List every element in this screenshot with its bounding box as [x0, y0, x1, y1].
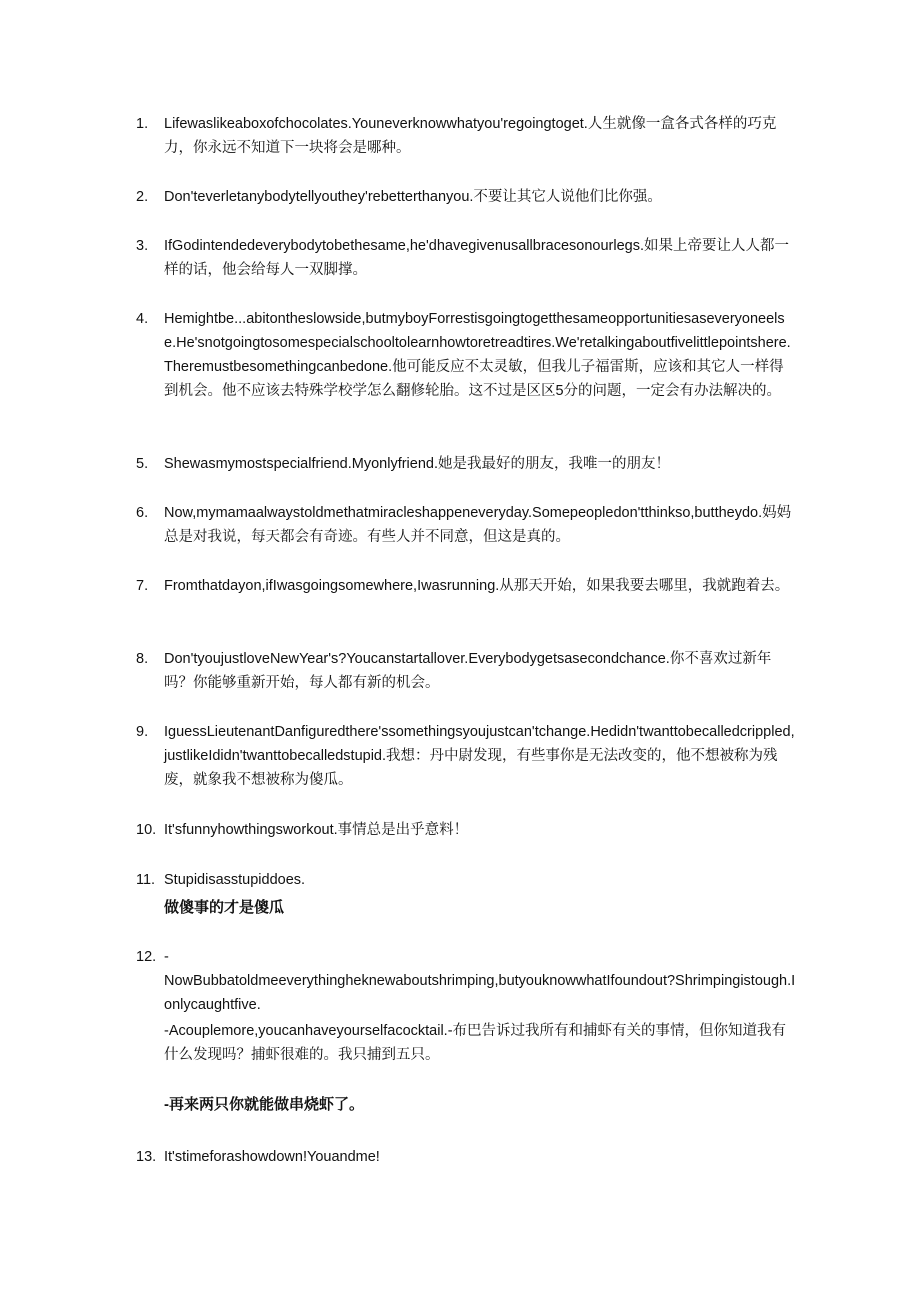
item-number: 5.	[136, 456, 149, 472]
list-item	[136, 818, 796, 842]
item-text: Hemightbe...abitontheslowside,butmyboyForrestisgoingtogetthesameopportunitiesaseveryoneelse.He'snotgoingtosomespecialschooltolearnhowtoretreadtires.We'retalkingaboutfivelittlepointshere.Theremustbesomethingcanbedone.他可能反应不太灵敏，但我儿子福雷斯，应该和其它人一样得到机会。他不应该去特殊学校学怎么翻修轮胎。这不过是区区5分的问题，一定会有办法解决的。	[164, 311, 791, 399]
item-text: Now,mymamaalwaystoldmethatmiracleshappeneveryday.Somepeopledon'tthinkso,buttheydo.妈妈总是对我说，每天都会有奇迹。有些人并不同意，但这是真的。	[164, 505, 792, 545]
item-text: Fromthatdayon,ifIwasgoingsomewhere,Iwasrunning.从那天开始，如果我要去哪里，我就跑着去。	[164, 578, 790, 594]
item-english-line: NowBubbatoldmeeverythingheknewaboutshrimping,butyouknowwhatIfoundout?Shrimpingistough.Ionlycaughtfive.	[164, 973, 796, 1013]
item-number: 10.	[136, 822, 157, 838]
item-number: 6.	[136, 505, 149, 521]
item-english-line: Stupidisasstupiddoes.	[164, 872, 306, 888]
list-item	[136, 945, 796, 1117]
list-item	[136, 112, 796, 160]
item-text: Shewasmymostspecialfriend.Myonlyfriend.她是我最好的朋友，我唯一的朋友！	[164, 456, 670, 472]
item-text	[164, 868, 796, 920]
item-text: Don'teverletanybodytellyouthey'rebetterthanyou.不要让其它人说他们比你强。	[164, 189, 662, 205]
item-number: 8.	[136, 651, 149, 667]
list-item	[136, 574, 796, 598]
item-text: Don'tyoujustloveNewYear's?Youcanstartallover.Everybodygetsasecondchance.你不喜欢过新年吗？你能够重新开始，每人都有新的机会。	[164, 651, 772, 691]
item-number: 7.	[136, 578, 149, 594]
item-text	[164, 945, 796, 1117]
list-item	[136, 720, 796, 792]
item-number: 4.	[136, 311, 149, 327]
item-text: It'stimeforashowdown!Youandme!	[164, 1149, 380, 1165]
list-item	[136, 185, 796, 209]
item-number: 11.	[136, 872, 156, 888]
list-item	[136, 307, 796, 403]
list-item	[136, 501, 796, 549]
item-chinese-line: -再来两只你就能做串烧虾了。	[164, 1096, 364, 1113]
item-number: 12.	[136, 949, 157, 965]
list-item	[136, 868, 796, 920]
item-text: It'sfunnyhowthingsworkout.事情总是出乎意料！	[164, 822, 469, 838]
item-number: 3.	[136, 238, 149, 254]
list-item	[136, 234, 796, 282]
item-number: 9.	[136, 724, 149, 740]
list-item	[136, 1145, 796, 1169]
item-text: Lifewaslikeaboxofchocolates.Youneverknowwhatyou'regoingtoget.人生就像一盒各式各样的巧克力，你永远不知道下一块将会是哪种。	[164, 116, 777, 156]
item-number: 13.	[136, 1149, 157, 1165]
item-text: IfGodintendedeverybodytobethesame,he'dhavegivenusallbracesonourlegs.如果上帝要让人人都一样的话，他会给每人一双脚撑。	[164, 238, 789, 278]
item-chinese-line: 做傻事的才是傻瓜	[164, 899, 285, 916]
item-dash-line: -	[164, 949, 169, 965]
item-number: 1.	[136, 116, 149, 132]
item-text: IguessLieutenantDanfiguredthere'ssomethingsyoujustcan'tchange.Hedidn'twanttobecalledcrippled,justlikeIdidn'twanttobecalledstupid.我想：丹中尉发现，有些事你是无法改变的，他不想被称为残废，就象我不想被称为傻瓜。	[164, 724, 795, 788]
item-mixed-line: -Acouplemore,youcanhaveyourselfacocktail.-布巴告诉过我所有和捕虾有关的事情，但你知道我有什么发现吗？捕虾很难的。我只捕到五只。	[164, 1023, 787, 1063]
list-item	[136, 452, 796, 476]
list-item	[136, 647, 796, 695]
item-number: 2.	[136, 189, 149, 205]
